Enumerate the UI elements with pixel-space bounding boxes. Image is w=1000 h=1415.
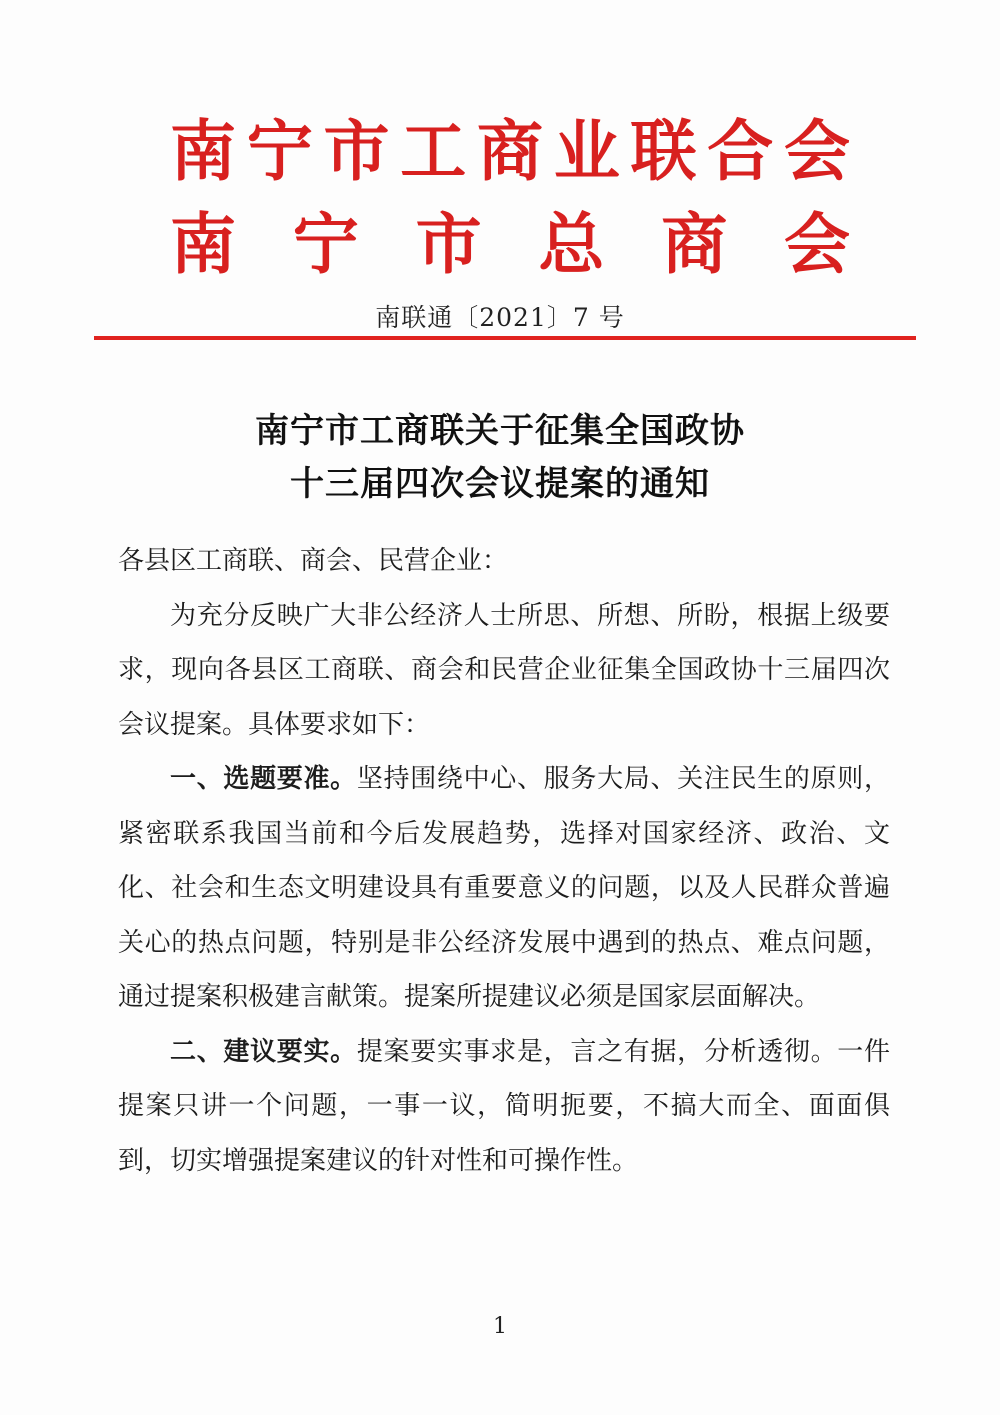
issuer-char: 市 [323,112,390,190]
section-2-heading: 二、建议要实。 [170,1036,357,1067]
issuer-char: 会 [784,112,850,190]
issuer-char: 联 [630,112,697,190]
issuer-char: 商 [477,112,543,190]
section-1-text: 坚持围绕中心、服务大局、关注民生的原则，紧密联系我国当前和今后发展趋势，选择对国家经济、政治、文化、社会和生态文明建设具有重要意义的问题，以及人民群众普遍关心的热点问题，特别是非公经济发展中遇到的热点、难点问题，通过提案积极建言献策。提案所提建议必须是国家层面解决。 [118,764,890,1012]
section-1-heading: 一、选题要准。 [170,764,357,794]
issuer-name-primary [170,112,850,190]
issuer-char: 合 [707,112,774,190]
notice-body [118,534,890,1188]
issuer-char: 南 [170,112,236,190]
issuer-char: 工 [400,112,467,190]
section-2-paragraph [118,1025,890,1189]
issuer-char: 南 [170,205,236,283]
section-2-text: 提案要实事求是，言之有据，分析透彻。一件提案只讲一个问题，一事一议，简明扼要，不搞大而全、面面俱到，切实增强提案建议的针对性和可操作性。 [118,1036,890,1176]
notice-title-line-1: 南宁市工商联关于征集全国政协 [255,411,745,451]
page-number: 1 [493,1314,507,1339]
header-divider [94,336,916,340]
section-1-paragraph [118,752,890,1025]
document-number: 南联通〔2021〕7 号 [375,303,625,332]
issuer-char: 宁 [292,205,359,283]
issuer-char: 市 [415,205,482,283]
issuer-char: 总 [538,205,605,283]
issuer-char: 业 [553,112,620,190]
issuer-name-secondary [170,205,850,283]
issuer-char: 商 [661,205,728,283]
issuer-char: 会 [783,205,850,283]
intro-paragraph: 为充分反映广大非公经济人士所思、所想、所盼，根据上级要求，现向各县区工商联、商会和民营企业征集全国政协十三届四次会议提案。具体要求如下： [118,600,890,740]
issuer-char: 宁 [246,112,313,190]
salutation: 各县区工商联、商会、民营企业： [118,546,509,576]
notice-title-line-2: 十三届四次会议提案的通知 [290,464,710,504]
